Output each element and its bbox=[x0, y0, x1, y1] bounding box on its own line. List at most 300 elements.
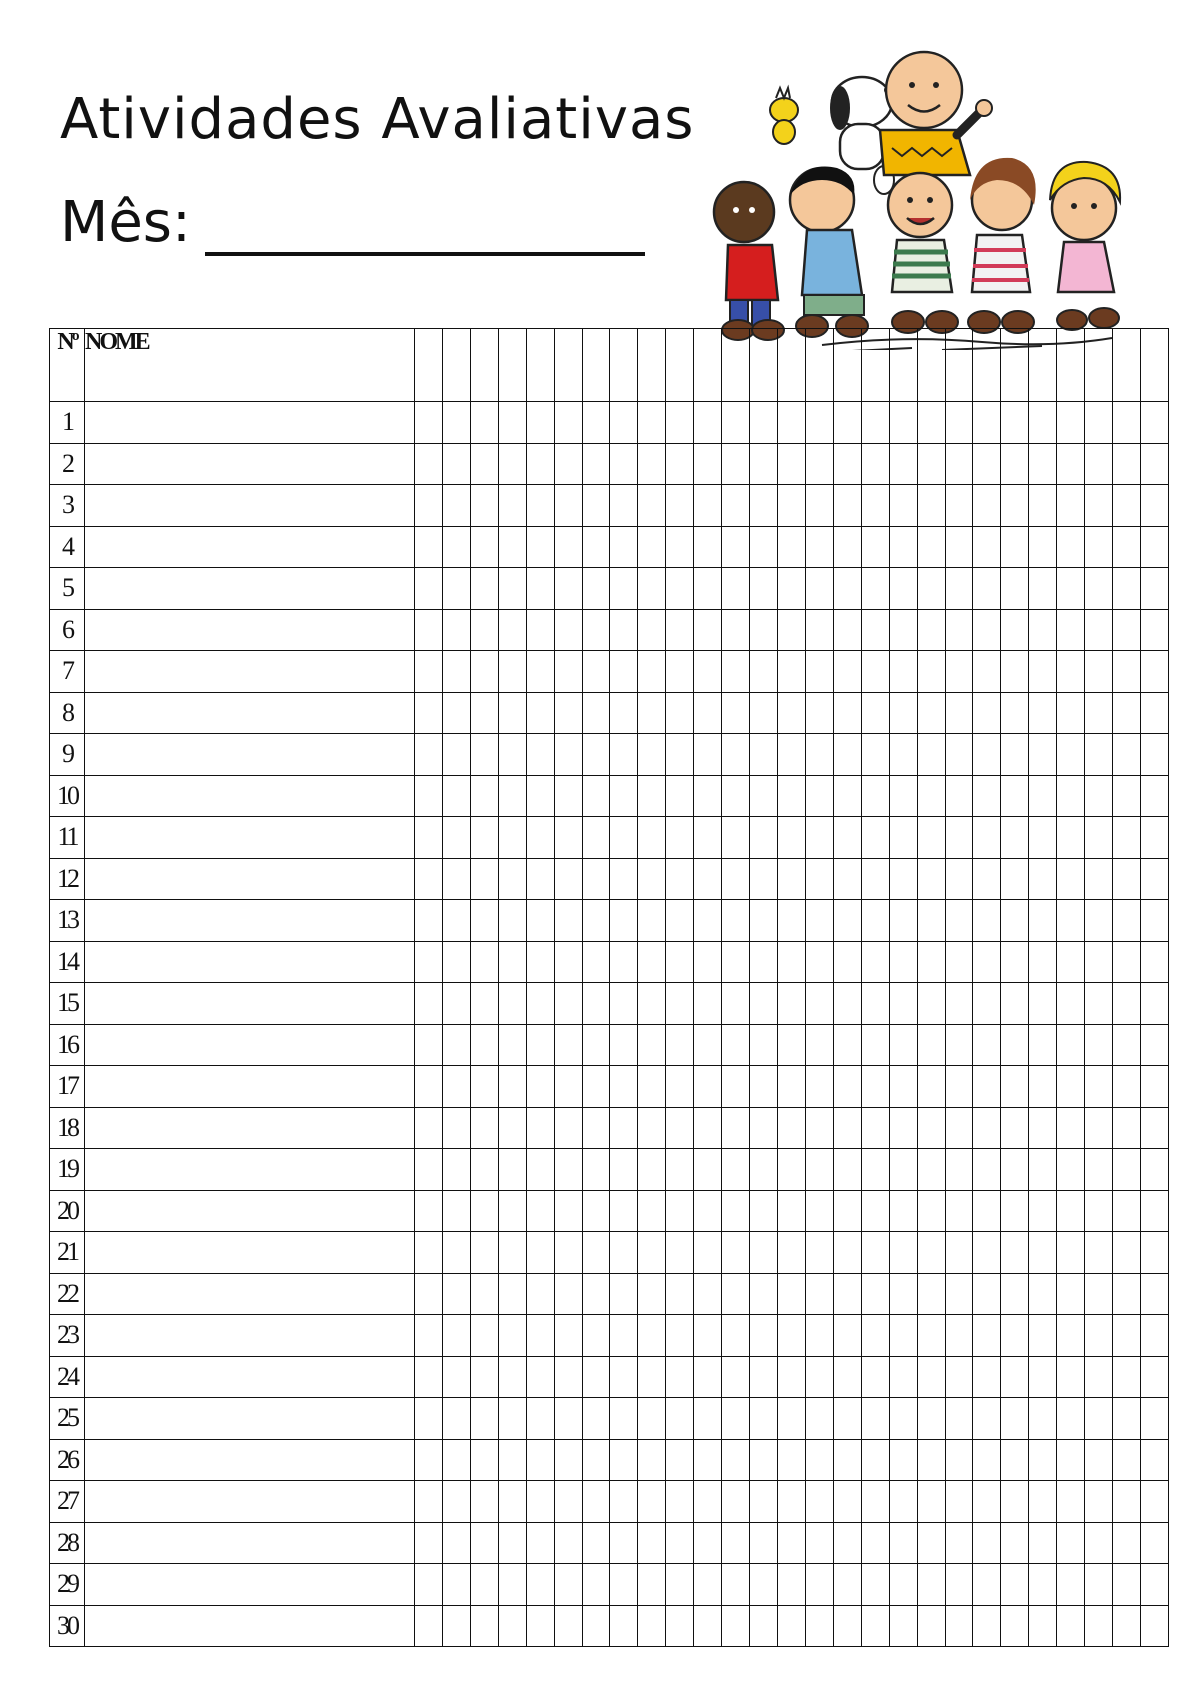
grade-cell[interactable] bbox=[945, 402, 973, 444]
grade-cell[interactable] bbox=[415, 734, 443, 776]
grade-cell[interactable] bbox=[750, 941, 778, 983]
grade-cell[interactable] bbox=[777, 1024, 805, 1066]
grade-cell[interactable] bbox=[833, 1522, 861, 1564]
grade-cell[interactable] bbox=[666, 568, 694, 610]
grade-cell[interactable] bbox=[1085, 1066, 1113, 1108]
grade-cell[interactable] bbox=[666, 1066, 694, 1108]
grade-cell[interactable] bbox=[1001, 568, 1029, 610]
grade-cell[interactable] bbox=[638, 568, 666, 610]
grade-cell[interactable] bbox=[973, 651, 1001, 693]
grade-cell[interactable] bbox=[889, 651, 917, 693]
grade-cell[interactable] bbox=[442, 900, 470, 942]
grade-cell[interactable] bbox=[498, 692, 526, 734]
grade-cell[interactable] bbox=[722, 1273, 750, 1315]
grade-cell[interactable] bbox=[777, 817, 805, 859]
activity-column-header[interactable] bbox=[442, 329, 470, 402]
grade-cell[interactable] bbox=[582, 1439, 610, 1481]
grade-cell[interactable] bbox=[470, 1273, 498, 1315]
grade-cell[interactable] bbox=[554, 1232, 582, 1274]
activity-column-header[interactable] bbox=[945, 329, 973, 402]
grade-cell[interactable] bbox=[526, 1315, 554, 1357]
activity-column-header[interactable] bbox=[917, 329, 945, 402]
grade-cell[interactable] bbox=[1029, 1149, 1057, 1191]
grade-cell[interactable] bbox=[582, 1107, 610, 1149]
grade-cell[interactable] bbox=[917, 1024, 945, 1066]
grade-cell[interactable] bbox=[1029, 1273, 1057, 1315]
grade-cell[interactable] bbox=[1085, 568, 1113, 610]
student-name-cell[interactable] bbox=[85, 402, 415, 444]
grade-cell[interactable] bbox=[582, 1522, 610, 1564]
grade-cell[interactable] bbox=[582, 941, 610, 983]
grade-cell[interactable] bbox=[415, 1439, 443, 1481]
grade-cell[interactable] bbox=[1029, 692, 1057, 734]
grade-cell[interactable] bbox=[638, 1439, 666, 1481]
grade-cell[interactable] bbox=[889, 941, 917, 983]
grade-cell[interactable] bbox=[638, 941, 666, 983]
grade-cell[interactable] bbox=[833, 775, 861, 817]
grade-cell[interactable] bbox=[442, 568, 470, 610]
grade-cell[interactable] bbox=[945, 858, 973, 900]
grade-cell[interactable] bbox=[833, 1232, 861, 1274]
grade-cell[interactable] bbox=[861, 443, 889, 485]
grade-cell[interactable] bbox=[666, 1398, 694, 1440]
grade-cell[interactable] bbox=[861, 1439, 889, 1481]
activity-column-header[interactable] bbox=[777, 329, 805, 402]
grade-cell[interactable] bbox=[722, 941, 750, 983]
grade-cell[interactable] bbox=[526, 1398, 554, 1440]
grade-cell[interactable] bbox=[1085, 609, 1113, 651]
grade-cell[interactable] bbox=[973, 526, 1001, 568]
grade-cell[interactable] bbox=[722, 1356, 750, 1398]
grade-cell[interactable] bbox=[945, 1149, 973, 1191]
grade-cell[interactable] bbox=[861, 900, 889, 942]
grade-cell[interactable] bbox=[1085, 1315, 1113, 1357]
grade-cell[interactable] bbox=[610, 941, 638, 983]
grade-cell[interactable] bbox=[750, 983, 778, 1025]
grade-cell[interactable] bbox=[973, 1564, 1001, 1606]
grade-cell[interactable] bbox=[470, 1439, 498, 1481]
grade-cell[interactable] bbox=[1140, 983, 1168, 1025]
grade-cell[interactable] bbox=[805, 775, 833, 817]
grade-cell[interactable] bbox=[777, 443, 805, 485]
grade-cell[interactable] bbox=[554, 817, 582, 859]
grade-cell[interactable] bbox=[1001, 1398, 1029, 1440]
grade-cell[interactable] bbox=[526, 983, 554, 1025]
grade-cell[interactable] bbox=[1113, 1315, 1141, 1357]
grade-cell[interactable] bbox=[666, 983, 694, 1025]
grade-cell[interactable] bbox=[470, 1315, 498, 1357]
grade-cell[interactable] bbox=[861, 858, 889, 900]
grade-cell[interactable] bbox=[889, 1024, 917, 1066]
grade-cell[interactable] bbox=[470, 485, 498, 527]
grade-cell[interactable] bbox=[805, 651, 833, 693]
grade-cell[interactable] bbox=[610, 651, 638, 693]
grade-cell[interactable] bbox=[442, 1398, 470, 1440]
grade-cell[interactable] bbox=[1057, 983, 1085, 1025]
grade-cell[interactable] bbox=[415, 1564, 443, 1606]
grade-cell[interactable] bbox=[610, 734, 638, 776]
grade-cell[interactable] bbox=[1001, 1273, 1029, 1315]
grade-cell[interactable] bbox=[470, 1232, 498, 1274]
grade-cell[interactable] bbox=[1057, 1398, 1085, 1440]
grade-cell[interactable] bbox=[722, 1564, 750, 1606]
grade-cell[interactable] bbox=[610, 1315, 638, 1357]
grade-cell[interactable] bbox=[610, 609, 638, 651]
grade-cell[interactable] bbox=[1029, 941, 1057, 983]
grade-cell[interactable] bbox=[889, 734, 917, 776]
grade-cell[interactable] bbox=[722, 1439, 750, 1481]
grade-cell[interactable] bbox=[442, 1024, 470, 1066]
grade-cell[interactable] bbox=[1113, 1439, 1141, 1481]
grade-cell[interactable] bbox=[442, 485, 470, 527]
grade-cell[interactable] bbox=[1085, 692, 1113, 734]
grade-cell[interactable] bbox=[1001, 1107, 1029, 1149]
grade-cell[interactable] bbox=[415, 1273, 443, 1315]
grade-cell[interactable] bbox=[526, 1356, 554, 1398]
grade-cell[interactable] bbox=[861, 651, 889, 693]
grade-cell[interactable] bbox=[917, 1356, 945, 1398]
grade-cell[interactable] bbox=[470, 526, 498, 568]
grade-cell[interactable] bbox=[805, 1232, 833, 1274]
grade-cell[interactable] bbox=[526, 402, 554, 444]
grade-cell[interactable] bbox=[861, 817, 889, 859]
grade-cell[interactable] bbox=[973, 817, 1001, 859]
grade-cell[interactable] bbox=[805, 1605, 833, 1647]
grade-cell[interactable] bbox=[415, 568, 443, 610]
activity-column-header[interactable] bbox=[554, 329, 582, 402]
grade-cell[interactable] bbox=[750, 1564, 778, 1606]
grade-cell[interactable] bbox=[554, 609, 582, 651]
activity-column-header[interactable] bbox=[973, 329, 1001, 402]
grade-cell[interactable] bbox=[1113, 858, 1141, 900]
grade-cell[interactable] bbox=[861, 1107, 889, 1149]
grade-cell[interactable] bbox=[526, 1107, 554, 1149]
grade-cell[interactable] bbox=[917, 1149, 945, 1191]
grade-cell[interactable] bbox=[415, 1481, 443, 1523]
grade-cell[interactable] bbox=[889, 443, 917, 485]
grade-cell[interactable] bbox=[1085, 485, 1113, 527]
grade-cell[interactable] bbox=[415, 609, 443, 651]
grade-cell[interactable] bbox=[638, 858, 666, 900]
grade-cell[interactable] bbox=[1029, 568, 1057, 610]
grade-cell[interactable] bbox=[610, 1439, 638, 1481]
grade-cell[interactable] bbox=[526, 817, 554, 859]
grade-cell[interactable] bbox=[554, 1522, 582, 1564]
grade-cell[interactable] bbox=[1029, 775, 1057, 817]
grade-cell[interactable] bbox=[973, 1273, 1001, 1315]
grade-cell[interactable] bbox=[973, 1398, 1001, 1440]
grade-cell[interactable] bbox=[638, 1315, 666, 1357]
grade-cell[interactable] bbox=[917, 858, 945, 900]
grade-cell[interactable] bbox=[1140, 1605, 1168, 1647]
grade-cell[interactable] bbox=[498, 1315, 526, 1357]
grade-cell[interactable] bbox=[1057, 1066, 1085, 1108]
grade-cell[interactable] bbox=[1057, 1564, 1085, 1606]
student-name-cell[interactable] bbox=[85, 651, 415, 693]
grade-cell[interactable] bbox=[442, 526, 470, 568]
grade-cell[interactable] bbox=[889, 1564, 917, 1606]
grade-cell[interactable] bbox=[917, 1439, 945, 1481]
grade-cell[interactable] bbox=[861, 1522, 889, 1564]
grade-cell[interactable] bbox=[470, 817, 498, 859]
grade-cell[interactable] bbox=[889, 983, 917, 1025]
grade-cell[interactable] bbox=[1029, 1107, 1057, 1149]
activity-column-header[interactable] bbox=[750, 329, 778, 402]
grade-cell[interactable] bbox=[470, 402, 498, 444]
grade-cell[interactable] bbox=[945, 817, 973, 859]
grade-cell[interactable] bbox=[582, 1605, 610, 1647]
grade-cell[interactable] bbox=[1029, 1439, 1057, 1481]
grade-cell[interactable] bbox=[415, 1315, 443, 1357]
grade-cell[interactable] bbox=[582, 1024, 610, 1066]
grade-cell[interactable] bbox=[1001, 817, 1029, 859]
grade-cell[interactable] bbox=[610, 817, 638, 859]
grade-cell[interactable] bbox=[470, 941, 498, 983]
grade-cell[interactable] bbox=[1029, 1024, 1057, 1066]
grade-cell[interactable] bbox=[917, 1066, 945, 1108]
grade-cell[interactable] bbox=[470, 443, 498, 485]
grade-cell[interactable] bbox=[1113, 941, 1141, 983]
grade-cell[interactable] bbox=[638, 1356, 666, 1398]
grade-cell[interactable] bbox=[526, 1149, 554, 1191]
grade-cell[interactable] bbox=[805, 1190, 833, 1232]
grade-cell[interactable] bbox=[805, 1066, 833, 1108]
grade-cell[interactable] bbox=[1140, 900, 1168, 942]
grade-cell[interactable] bbox=[917, 1605, 945, 1647]
student-name-cell[interactable] bbox=[85, 734, 415, 776]
grade-cell[interactable] bbox=[638, 1149, 666, 1191]
grade-cell[interactable] bbox=[1001, 1066, 1029, 1108]
grade-cell[interactable] bbox=[917, 526, 945, 568]
grade-cell[interactable] bbox=[833, 1481, 861, 1523]
grade-cell[interactable] bbox=[1085, 734, 1113, 776]
grade-cell[interactable] bbox=[1085, 1398, 1113, 1440]
grade-cell[interactable] bbox=[861, 1149, 889, 1191]
grade-cell[interactable] bbox=[498, 568, 526, 610]
grade-cell[interactable] bbox=[777, 1605, 805, 1647]
grade-cell[interactable] bbox=[750, 1315, 778, 1357]
grade-cell[interactable] bbox=[526, 1564, 554, 1606]
grade-cell[interactable] bbox=[442, 692, 470, 734]
grade-cell[interactable] bbox=[1113, 485, 1141, 527]
grade-cell[interactable] bbox=[1113, 526, 1141, 568]
grade-cell[interactable] bbox=[889, 1107, 917, 1149]
grade-cell[interactable] bbox=[889, 1149, 917, 1191]
grade-cell[interactable] bbox=[694, 1481, 722, 1523]
grade-cell[interactable] bbox=[833, 402, 861, 444]
grade-cell[interactable] bbox=[498, 1356, 526, 1398]
grade-cell[interactable] bbox=[722, 1232, 750, 1274]
grade-cell[interactable] bbox=[722, 485, 750, 527]
grade-cell[interactable] bbox=[889, 1232, 917, 1274]
grade-cell[interactable] bbox=[694, 1024, 722, 1066]
grade-cell[interactable] bbox=[1029, 858, 1057, 900]
grade-cell[interactable] bbox=[1140, 941, 1168, 983]
grade-cell[interactable] bbox=[554, 983, 582, 1025]
grade-cell[interactable] bbox=[1113, 443, 1141, 485]
grade-cell[interactable] bbox=[415, 1356, 443, 1398]
grade-cell[interactable] bbox=[917, 402, 945, 444]
student-name-cell[interactable] bbox=[85, 858, 415, 900]
grade-cell[interactable] bbox=[554, 1066, 582, 1108]
grade-cell[interactable] bbox=[1085, 651, 1113, 693]
grade-cell[interactable] bbox=[442, 1439, 470, 1481]
grade-cell[interactable] bbox=[1001, 692, 1029, 734]
grade-cell[interactable] bbox=[638, 1066, 666, 1108]
grade-cell[interactable] bbox=[1029, 443, 1057, 485]
grade-cell[interactable] bbox=[1140, 1149, 1168, 1191]
grade-cell[interactable] bbox=[666, 1481, 694, 1523]
grade-cell[interactable] bbox=[666, 1149, 694, 1191]
grade-cell[interactable] bbox=[498, 1605, 526, 1647]
grade-cell[interactable] bbox=[945, 1066, 973, 1108]
grade-cell[interactable] bbox=[973, 1107, 1001, 1149]
grade-cell[interactable] bbox=[1029, 651, 1057, 693]
grade-cell[interactable] bbox=[833, 900, 861, 942]
grade-cell[interactable] bbox=[750, 692, 778, 734]
grade-cell[interactable] bbox=[610, 858, 638, 900]
grade-cell[interactable] bbox=[526, 568, 554, 610]
grade-cell[interactable] bbox=[973, 443, 1001, 485]
activity-column-header[interactable] bbox=[415, 329, 443, 402]
grade-cell[interactable] bbox=[722, 1107, 750, 1149]
grade-cell[interactable] bbox=[805, 568, 833, 610]
grade-cell[interactable] bbox=[694, 1066, 722, 1108]
grade-cell[interactable] bbox=[582, 402, 610, 444]
grade-cell[interactable] bbox=[582, 1190, 610, 1232]
grade-cell[interactable] bbox=[1113, 1273, 1141, 1315]
grade-cell[interactable] bbox=[945, 900, 973, 942]
grade-cell[interactable] bbox=[945, 609, 973, 651]
grade-cell[interactable] bbox=[610, 692, 638, 734]
grade-cell[interactable] bbox=[1113, 568, 1141, 610]
grade-cell[interactable] bbox=[1140, 1315, 1168, 1357]
grade-cell[interactable] bbox=[1001, 1481, 1029, 1523]
grade-cell[interactable] bbox=[582, 692, 610, 734]
grade-cell[interactable] bbox=[917, 1315, 945, 1357]
grade-cell[interactable] bbox=[470, 692, 498, 734]
grade-cell[interactable] bbox=[1057, 443, 1085, 485]
grade-cell[interactable] bbox=[1140, 692, 1168, 734]
grade-cell[interactable] bbox=[470, 1522, 498, 1564]
grade-cell[interactable] bbox=[833, 526, 861, 568]
grade-cell[interactable] bbox=[498, 858, 526, 900]
grade-cell[interactable] bbox=[722, 1481, 750, 1523]
grade-cell[interactable] bbox=[554, 526, 582, 568]
grade-cell[interactable] bbox=[861, 1315, 889, 1357]
grade-cell[interactable] bbox=[889, 1398, 917, 1440]
grade-cell[interactable] bbox=[582, 1273, 610, 1315]
grade-cell[interactable] bbox=[1085, 1024, 1113, 1066]
grade-cell[interactable] bbox=[526, 734, 554, 776]
grade-cell[interactable] bbox=[945, 775, 973, 817]
grade-cell[interactable] bbox=[722, 651, 750, 693]
grade-cell[interactable] bbox=[638, 817, 666, 859]
grade-cell[interactable] bbox=[415, 1024, 443, 1066]
activity-column-header[interactable] bbox=[582, 329, 610, 402]
grade-cell[interactable] bbox=[666, 1564, 694, 1606]
grade-cell[interactable] bbox=[638, 402, 666, 444]
grade-cell[interactable] bbox=[1001, 858, 1029, 900]
grade-cell[interactable] bbox=[1057, 1149, 1085, 1191]
grade-cell[interactable] bbox=[777, 402, 805, 444]
grade-cell[interactable] bbox=[945, 734, 973, 776]
grade-cell[interactable] bbox=[1057, 1232, 1085, 1274]
grade-cell[interactable] bbox=[498, 485, 526, 527]
grade-cell[interactable] bbox=[1113, 1232, 1141, 1274]
grade-cell[interactable] bbox=[638, 651, 666, 693]
grade-cell[interactable] bbox=[973, 900, 1001, 942]
grade-cell[interactable] bbox=[470, 1605, 498, 1647]
grade-cell[interactable] bbox=[1001, 609, 1029, 651]
grade-cell[interactable] bbox=[1085, 817, 1113, 859]
grade-cell[interactable] bbox=[526, 609, 554, 651]
grade-cell[interactable] bbox=[666, 1190, 694, 1232]
grade-cell[interactable] bbox=[1113, 1481, 1141, 1523]
grade-cell[interactable] bbox=[442, 1356, 470, 1398]
grade-cell[interactable] bbox=[1057, 1439, 1085, 1481]
grade-cell[interactable] bbox=[610, 1190, 638, 1232]
grade-cell[interactable] bbox=[1085, 1564, 1113, 1606]
grade-cell[interactable] bbox=[442, 734, 470, 776]
grade-cell[interactable] bbox=[610, 1564, 638, 1606]
grade-cell[interactable] bbox=[945, 1273, 973, 1315]
grade-cell[interactable] bbox=[750, 1066, 778, 1108]
activity-column-header[interactable] bbox=[1001, 329, 1029, 402]
grade-cell[interactable] bbox=[638, 526, 666, 568]
grade-cell[interactable] bbox=[750, 1522, 778, 1564]
grade-cell[interactable] bbox=[470, 1107, 498, 1149]
grade-cell[interactable] bbox=[861, 1066, 889, 1108]
grade-cell[interactable] bbox=[833, 1024, 861, 1066]
activity-column-header[interactable] bbox=[526, 329, 554, 402]
grade-cell[interactable] bbox=[666, 1232, 694, 1274]
grade-cell[interactable] bbox=[805, 609, 833, 651]
grade-cell[interactable] bbox=[554, 858, 582, 900]
grade-cell[interactable] bbox=[1057, 1481, 1085, 1523]
grade-cell[interactable] bbox=[638, 1024, 666, 1066]
grade-cell[interactable] bbox=[1140, 485, 1168, 527]
grade-cell[interactable] bbox=[582, 609, 610, 651]
grade-cell[interactable] bbox=[666, 734, 694, 776]
grade-cell[interactable] bbox=[1001, 651, 1029, 693]
grade-cell[interactable] bbox=[554, 1273, 582, 1315]
grade-cell[interactable] bbox=[1001, 1439, 1029, 1481]
grade-cell[interactable] bbox=[498, 1066, 526, 1108]
grade-cell[interactable] bbox=[945, 1439, 973, 1481]
grade-cell[interactable] bbox=[1140, 775, 1168, 817]
grade-cell[interactable] bbox=[1001, 1605, 1029, 1647]
grade-cell[interactable] bbox=[666, 526, 694, 568]
grade-cell[interactable] bbox=[610, 1107, 638, 1149]
grade-cell[interactable] bbox=[694, 858, 722, 900]
grade-cell[interactable] bbox=[610, 983, 638, 1025]
grade-cell[interactable] bbox=[1140, 858, 1168, 900]
grade-cell[interactable] bbox=[1113, 775, 1141, 817]
grade-cell[interactable] bbox=[582, 526, 610, 568]
grade-cell[interactable] bbox=[973, 1439, 1001, 1481]
grade-cell[interactable] bbox=[917, 1522, 945, 1564]
grade-cell[interactable] bbox=[554, 568, 582, 610]
grade-cell[interactable] bbox=[889, 1066, 917, 1108]
grade-cell[interactable] bbox=[694, 609, 722, 651]
grade-cell[interactable] bbox=[554, 1605, 582, 1647]
grade-cell[interactable] bbox=[945, 1315, 973, 1357]
grade-cell[interactable] bbox=[666, 775, 694, 817]
grade-cell[interactable] bbox=[805, 1481, 833, 1523]
grade-cell[interactable] bbox=[638, 1398, 666, 1440]
grade-cell[interactable] bbox=[777, 1232, 805, 1274]
